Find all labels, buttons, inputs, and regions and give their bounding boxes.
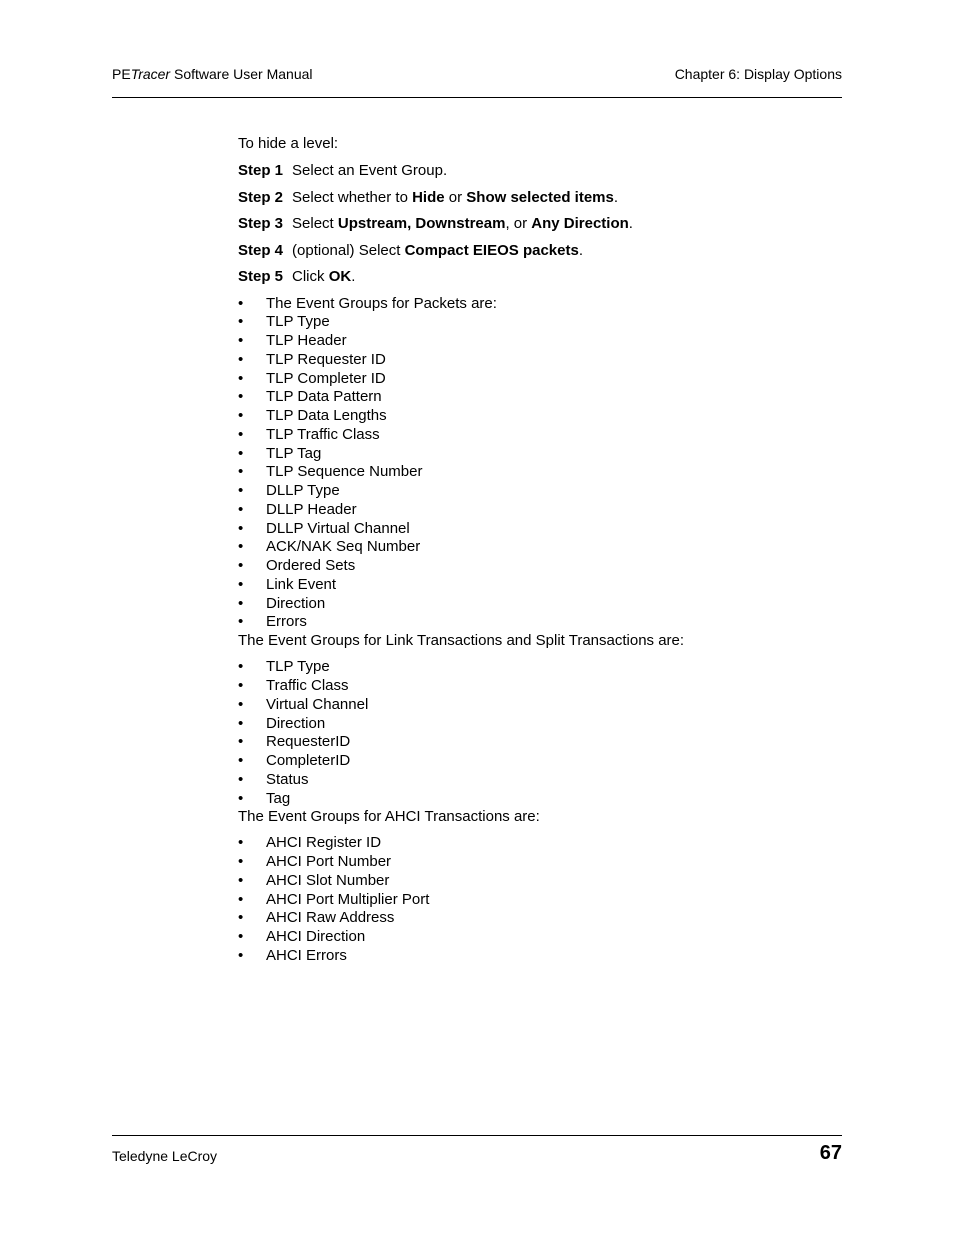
bullet-icon: • (238, 613, 244, 631)
bullet-icon: • (238, 733, 244, 751)
list-item-text: AHCI Raw Address (266, 909, 395, 927)
step-text: Select whether to (292, 188, 413, 206)
list-item-text: TLP Sequence Number (266, 463, 423, 481)
list-item (238, 295, 842, 314)
list-item-text: AHCI Slot Number (266, 871, 390, 889)
step-text: Select (292, 215, 338, 233)
bullet-icon: • (238, 313, 244, 331)
list-item (238, 501, 842, 520)
bullet-icon: • (238, 909, 244, 927)
list-item-text: AHCI Direction (266, 928, 366, 946)
packets-event-groups-list (238, 295, 842, 633)
step-emphasis: Hide (412, 188, 445, 206)
list-item (238, 790, 842, 809)
step-item (238, 268, 842, 287)
step-number: Step 2 (238, 188, 284, 206)
list-item-text: ACK/NAK Seq Number (266, 538, 421, 556)
intro-text: To hide a level: (238, 135, 339, 152)
list-item-text: AHCI Errors (266, 946, 347, 964)
step-item (238, 215, 842, 234)
bullet-icon: • (238, 695, 244, 713)
step-text: Click (292, 268, 329, 286)
list-item-text: DLLP Virtual Channel (266, 519, 410, 537)
bullet-icon: • (238, 557, 244, 575)
bullet-icon: • (238, 752, 244, 770)
bullet-icon: • (238, 789, 244, 807)
list-item (238, 872, 842, 891)
list-item (238, 370, 842, 389)
step-text: . (628, 215, 633, 233)
bullet-icon: • (238, 871, 244, 889)
step-text: , or (505, 215, 532, 233)
list-item-text: TLP Traffic Class (266, 425, 380, 443)
list-item (238, 752, 842, 771)
list-item-text: RequesterID (266, 733, 351, 751)
list-item (238, 557, 842, 576)
bullet-icon: • (238, 658, 244, 676)
step-number: Step 1 (238, 162, 284, 180)
list-item (238, 715, 842, 734)
step-emphasis: Show selected items (466, 188, 614, 206)
list-item-text: Virtual Channel (266, 695, 369, 713)
list-item (238, 520, 842, 539)
step-emphasis: OK (328, 268, 352, 286)
step-text: Select an Event Group. (292, 162, 448, 180)
list-item (238, 613, 842, 632)
list-item-text: TLP Tag (266, 444, 322, 462)
list-item-text: Traffic Class (266, 677, 349, 695)
step-text: or (444, 188, 467, 206)
list-item (238, 928, 842, 947)
list-item (238, 947, 842, 966)
step-item (238, 189, 842, 208)
bullet-icon: • (238, 594, 244, 612)
bullet-icon: • (238, 519, 244, 537)
list-item-text: Link Event (266, 575, 337, 593)
bullet-icon: • (238, 425, 244, 443)
list-item (238, 463, 842, 482)
footer-company: Teledyne LeCroy (112, 1148, 218, 1164)
bullet-icon: • (238, 946, 244, 964)
list-item (238, 482, 842, 501)
bullet-icon: • (238, 677, 244, 695)
list-item-text: Direction (266, 594, 326, 612)
step-number: Step 4 (238, 241, 284, 259)
list-item (238, 853, 842, 872)
step-emphasis: Compact EIEOS packets (404, 241, 579, 259)
bullet-icon: • (238, 714, 244, 732)
list-item-text: AHCI Port Multiplier Port (266, 890, 430, 908)
list-item (238, 891, 842, 910)
page-body (238, 135, 842, 966)
list-item-text: CompleterID (266, 752, 351, 770)
list-item-text: Status (266, 770, 309, 788)
list-item-text: TLP Type (266, 658, 330, 676)
step-emphasis: Any Direction (531, 215, 629, 233)
list-item-text: AHCI Register ID (266, 834, 382, 852)
list-item (238, 426, 842, 445)
list-item (238, 351, 842, 370)
bullet-icon: • (238, 388, 244, 406)
ahci-event-groups-list (238, 834, 842, 965)
step-text: (optional) Select (292, 241, 405, 259)
list-item (238, 677, 842, 696)
bullet-icon: • (238, 482, 244, 500)
bullet-icon: • (238, 350, 244, 368)
list-item-text: Ordered Sets (266, 557, 356, 575)
link-event-groups-list (238, 658, 842, 808)
bullet-icon: • (238, 332, 244, 350)
bullet-icon: • (238, 890, 244, 908)
bullet-icon: • (238, 463, 244, 481)
list-item (238, 445, 842, 464)
list-item-text: TLP Type (266, 313, 330, 331)
step-text: . (578, 241, 583, 259)
running-header-chapter: Chapter 6: Display Options (674, 66, 842, 82)
list-item (238, 771, 842, 790)
link-transactions-heading: The Event Groups for Link Transactions and Split Transactions are: (238, 632, 685, 650)
list-item-text: TLP Completer ID (266, 369, 386, 387)
bullet-icon: • (238, 407, 244, 425)
bullet-icon: • (238, 770, 244, 788)
list-item-text: Direction (266, 714, 326, 732)
list-item-text: TLP Requester ID (266, 350, 386, 368)
bullet-icon: • (238, 538, 244, 556)
bullet-icon: • (238, 575, 244, 593)
step-text: . (613, 188, 619, 206)
list-item-text: TLP Data Lengths (266, 407, 387, 425)
step-text: . (351, 268, 356, 286)
bullet-icon: • (238, 444, 244, 462)
list-item (238, 696, 842, 715)
step-emphasis: Upstream, Downstream (337, 215, 506, 233)
list-item-text: The Event Groups for Packets are: (266, 294, 497, 312)
list-item-text: DLLP Type (266, 482, 340, 500)
list-item (238, 909, 842, 928)
list-item (238, 388, 842, 407)
list-item (238, 407, 842, 426)
list-item (238, 576, 842, 595)
ahci-transactions-heading: The Event Groups for AHCI Transactions are: (238, 808, 540, 826)
bullet-icon: • (238, 928, 244, 946)
list-item-text: AHCI Port Number (266, 853, 392, 871)
step-item (238, 242, 842, 261)
step-item (238, 162, 842, 181)
list-item (238, 538, 842, 557)
page-number: 67 (819, 1142, 842, 1164)
bullet-icon: • (238, 853, 244, 871)
running-header-title: PETracer Software User Manual (112, 66, 313, 82)
list-item-text: TLP Data Pattern (266, 388, 382, 406)
list-item (238, 313, 842, 332)
list-item (238, 595, 842, 614)
step-number: Step 3 (238, 215, 284, 233)
bullet-icon: • (238, 834, 244, 852)
header-rule (112, 97, 842, 98)
steps-list (238, 162, 842, 287)
list-item (238, 733, 842, 752)
bullet-icon: • (238, 294, 244, 312)
footer-rule (112, 1135, 842, 1136)
list-item-text: DLLP Header (266, 500, 357, 518)
list-item-text: Tag (266, 789, 291, 807)
step-number: Step 5 (238, 268, 284, 286)
bullet-icon: • (238, 500, 244, 518)
list-item (238, 332, 842, 351)
list-item (238, 658, 842, 677)
bullet-icon: • (238, 369, 244, 387)
list-item (238, 834, 842, 853)
list-item-text: TLP Header (266, 332, 347, 350)
list-item-text: Errors (266, 613, 307, 631)
